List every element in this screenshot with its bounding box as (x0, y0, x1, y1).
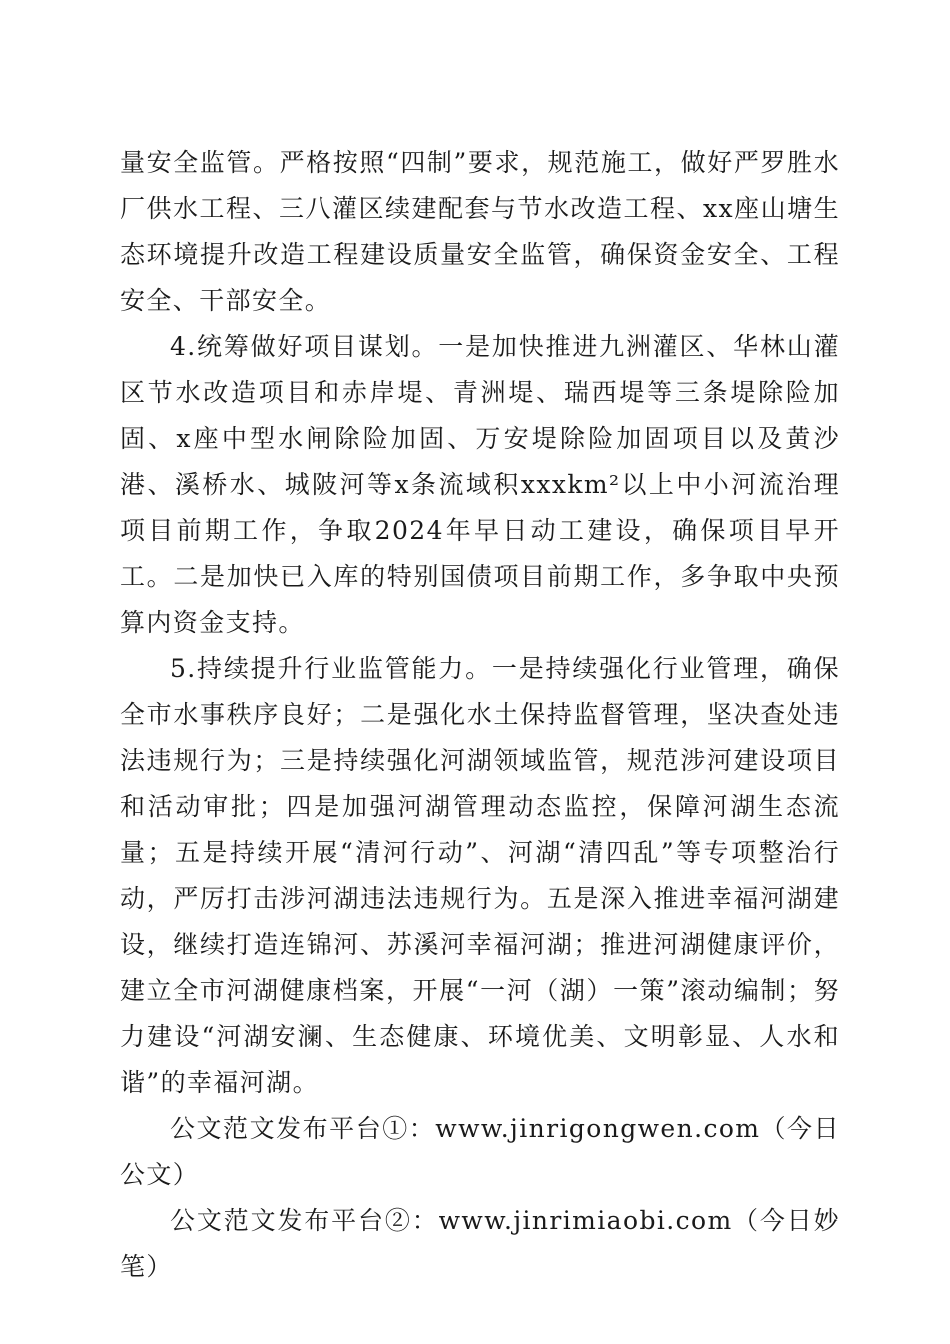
paragraph-continuation-quality-safety: 量安全监管。严格按照“四制”要求，规范施工，做好严罗胜水厂供水工程、三八灌区续建配套与节水改造工程、xx座山塘生态环境提升改造工程建设质量安全监管，确保资金安全、工程安全、干部安全。 (120, 148, 840, 315)
platform-link-jinrimiaobi[interactable]: 公文范文发布平台②：www.jinrimiaobi.com（今日妙笔） (120, 1206, 840, 1281)
paragraph-4-project-planning: 4.统筹做好项目谋划。一是加快推进九洲灌区、华林山灌区节水改造项目和赤岸堤、青洲堤、瑞西堤等三条堤除险加固、x座中型水闸除险加固、万安堤除险加固项目以及黄沙港、溪桥水、城陂河等x条流域积xxxkm²以上中小河流治理项目前期工作，争取2024年早日动工建设，确保项目早开工。二是加快已入库的特别国债项目前期工作，多争取中央预算内资金支持。 (120, 332, 840, 637)
paragraph-5-supervision-capacity: 5.持续提升行业监管能力。一是持续强化行业管理，确保全市水事秩序良好；二是强化水土保持监督管理，坚决查处违法违规行为；三是持续强化河湖领域监管，规范涉河建设项目和活动审批；四是加强河湖管理动态监控，保障河湖生态流量；五是持续开展“清河行动”、河湖“清四乱”等专项整治行动，严厉打击涉河湖违法违规行为。五是深入推进幸福河湖建设，继续打造连锦河、苏溪河幸福河湖；推进河湖健康评价，建立全市河湖健康档案，开展“一河（湖）一策”滚动编制；努力建设“河湖安澜、生态健康、环境优美、文明彰显、人水和谐”的幸福河湖。 (120, 654, 840, 1097)
document-body (120, 140, 840, 1290)
platform-link-jinrigongwen[interactable]: 公文范文发布平台①：www.jinrigongwen.com（今日公文） (120, 1114, 840, 1189)
